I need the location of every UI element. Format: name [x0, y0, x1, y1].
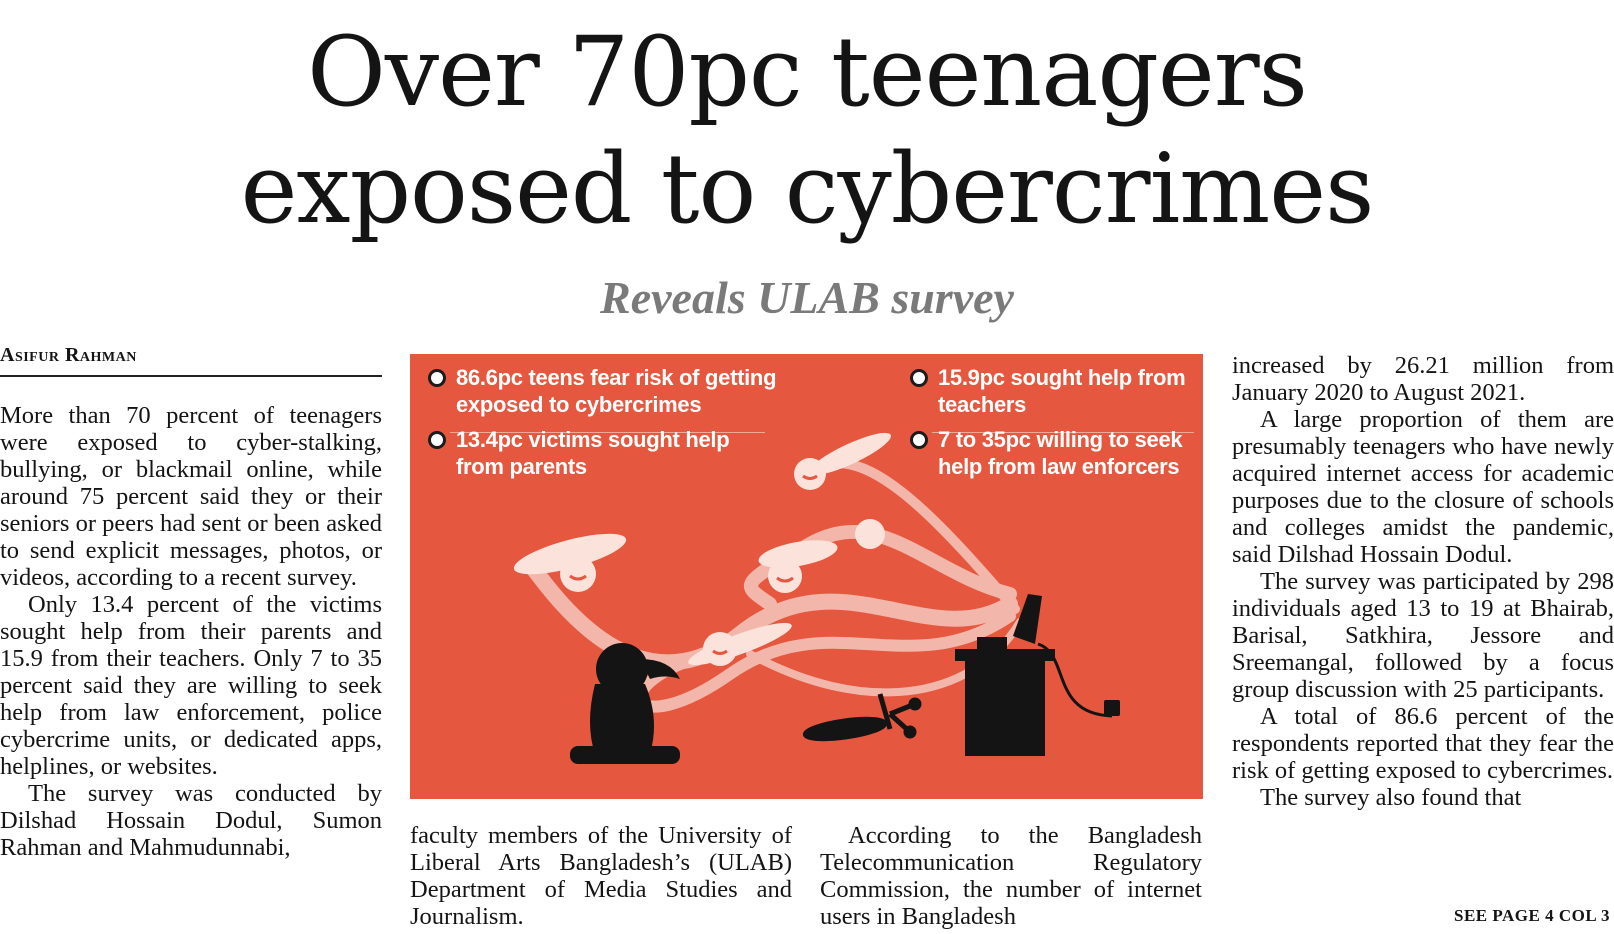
- paragraph: The survey also found that: [1260, 784, 1522, 811]
- stat-line: 13.4pc victims sought help: [456, 427, 730, 452]
- stat-text: [938, 426, 1182, 480]
- subheadline: Reveals ULAB survey: [600, 272, 1014, 323]
- headline-line-1: Over 70pc teenagers: [307, 16, 1307, 128]
- article-column-2: [410, 822, 792, 930]
- byline: [0, 344, 382, 377]
- byline-last-name: Rahman: [64, 344, 137, 366]
- paragraph: A total of 86.6 percent of the respondents reported that they fear the risk of getting exposed to cybercrimes.: [1232, 703, 1614, 784]
- paragraph: The survey was conducted by Dilshad Hossain Dodul, Sumon Rahman and Mahmudunnabi,: [0, 780, 382, 861]
- stat-item: [428, 364, 776, 418]
- paragraph: According to the Bangladesh Telecommunication Regulatory Commission, the number of internet users in Bangladesh: [820, 822, 1202, 930]
- stat-text: [938, 364, 1185, 418]
- article-column-4: [1232, 352, 1614, 811]
- bullet-icon: [428, 369, 446, 387]
- stat-text: [456, 426, 729, 480]
- cyberbullying-illustration: [410, 354, 1203, 799]
- bullet-icon: [910, 431, 928, 449]
- paragraph: Only 13.4 percent of the victims sought help from their parents and 15.9 from their teachers. Only 7 to 35 percent said they are willing to seek help from law enforcement, police cybercrime units, or dedicated apps, helplines, or websites.: [0, 591, 382, 780]
- stat-line: teachers: [938, 392, 1027, 417]
- stat-line: 86.6pc teens fear risk of getting: [456, 365, 777, 390]
- infographic: [410, 354, 1203, 799]
- paragraph: A large proportion of them are presumably teenagers who have newly acquired internet access for academic purposes due to the closure of schools and colleges amidst the pandemic, said Dilshad Hossain Dodul.: [1232, 406, 1614, 568]
- bullet-icon: [910, 369, 928, 387]
- headline-line-2: exposed to cybercrimes: [240, 133, 1374, 245]
- paragraph: The survey was participated by 298 individuals aged 13 to 19 at Bhairab, Barisal, Satkhira, Jessore and Sreemangal, followed by a focus group discussion with 25 participants.: [1232, 568, 1614, 703]
- stat-line: from parents: [456, 454, 587, 479]
- bullet-icon: [428, 431, 446, 449]
- continuation-note: SEE PAGE 4 COL 3: [1454, 906, 1610, 925]
- article-column-3: [820, 822, 1202, 930]
- fallen-chair-silhouette: [804, 694, 919, 742]
- stat-line: exposed to cybercrimes: [456, 392, 702, 417]
- paragraph: faculty members of the University of Liberal Arts Bangladesh’s (ULAB) Department of Media Studies and Journalism.: [410, 822, 792, 930]
- stat-line: 7 to 35pc willing to seek: [938, 427, 1183, 452]
- stat-text: [456, 364, 776, 418]
- stat-line: help from law enforcers: [938, 454, 1180, 479]
- paragraph: increased by 26.21 million from January 2020 to August 2021.: [1232, 352, 1614, 406]
- headline: [0, 14, 1614, 248]
- article-column-1: [0, 402, 382, 861]
- byline-first-name: Asifur: [0, 344, 60, 366]
- stat-line: 15.9pc sought help from: [938, 365, 1186, 390]
- stat-item: [910, 364, 1185, 418]
- paragraph: More than 70 percent of teenagers were exposed to cyber-stalking, bullying, or blackmail online, while around 75 percent said they or their seniors or peers had sent or been asked to send explicit messages, photos, or videos, according to a recent survey.: [0, 402, 382, 591]
- stat-item: [910, 426, 1182, 480]
- stat-item: [428, 426, 729, 480]
